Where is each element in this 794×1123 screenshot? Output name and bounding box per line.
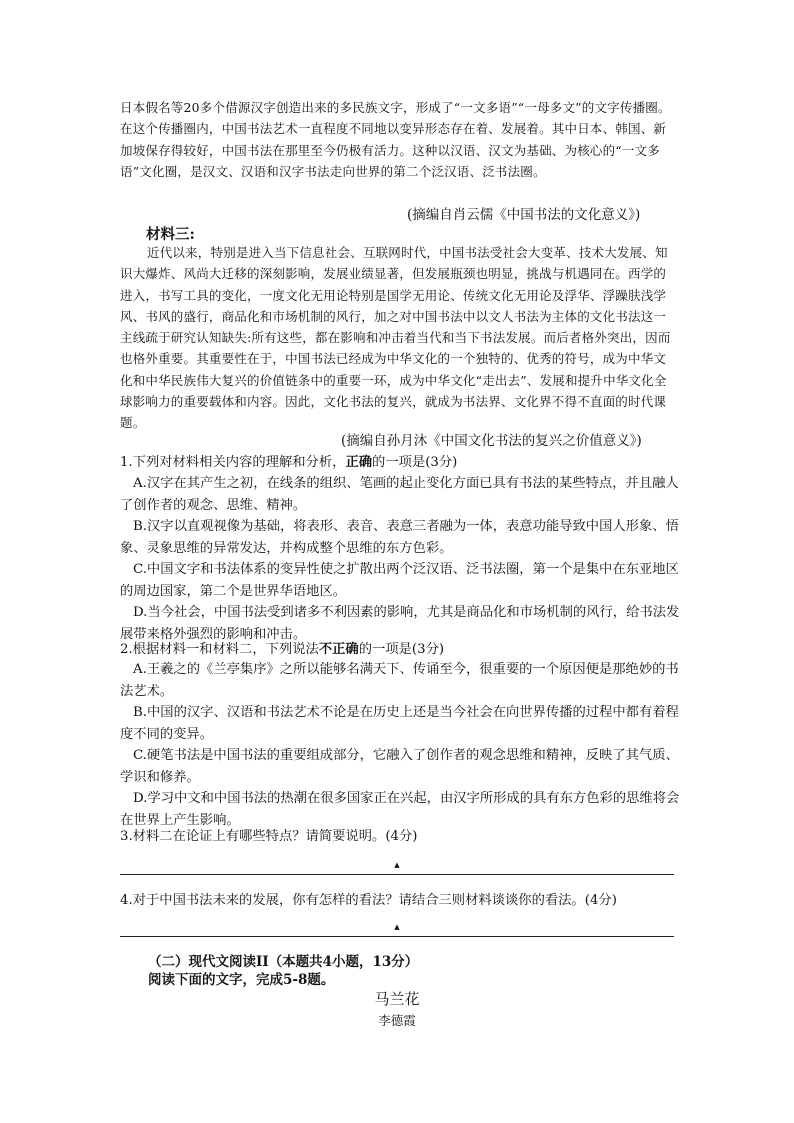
- section2-heading: （二）现代文阅读II（本题共4小题，13分）: [148, 954, 419, 970]
- answer-line-q4: [120, 936, 674, 937]
- material3-source: (摘编自孙月沐《中国文化书法的复兴之价值意义》): [341, 433, 642, 449]
- q2-option-d: D.学习中文和中国书法的热潮在很多国家正在兴起，由汉字所形成的具有东方色彩的思维将会在世界上产生影响。: [120, 791, 680, 828]
- answer-marker-q3: ▲: [394, 861, 400, 869]
- q1-option-b: B.汉字以直观视像为基础，将表形、表音、表意三者融为一体，表意功能导致中国人形象、悟象、灵象思维的异常发达，并构成整个思维的东方色彩。: [120, 519, 679, 556]
- question-4: 4.对于中国书法未来的发展，你有怎样的看法？请结合三则材料谈谈你的看法。(4分): [120, 893, 617, 908]
- story-author: 李德霞: [378, 1013, 416, 1028]
- question-3: 3.材料二在论证上有哪些特点？请简要说明。(4分): [120, 829, 418, 844]
- q1-option-a: A.汉字在其产生之初，在线条的组织、笔画的起止变化方面已具有书法的某些特点，并且融人了创作者的观念、思维、精神。: [120, 476, 679, 513]
- question-1-options: [120, 473, 680, 645]
- material3-heading: 材料三:: [146, 226, 195, 243]
- q2-option-a: A.王羲之的《兰亭集序》之所以能够名满天下、传诵至今，很重要的一个原因便是那绝妙的书法艺术。: [120, 662, 679, 699]
- q1-option-d: D.当今社会，中国书法受到诸多不利因素的影响，尤其是商品化和市场机制的风行，给书法发展带来格外强烈的影响和冲击。: [120, 605, 680, 642]
- section2-instruction: 阅读下面的文字，完成5-8题。: [148, 972, 335, 988]
- material3-paragraph: 近代以来，特别是进入当下信息社会、互联网时代，中国书法受社会大变革、技术大发展、知识大爆炸、风尚大迁移的深刻影响，发展业绩显著，但发展瓶颈也明显，挑战与机遇同在。西学的进入，书写工具的变化，一度文化无用论特别是国学无用论、传统文化无用论及浮华、浮躁肤浅学风、书风的盛行，商品化和市场机制的风行，加之对中国书法中以文人书法为主体的文化书法这一主线疏于研究认知缺失:所有这些，都在影响和冲击着当代和当下书法发展。而后者格外突出，因而也格外重要。其重要性在于，中国书法已经成为中华文化的一个独特的、优秀的符号，成为中华文化和中华民族伟大复兴的价值链条中的重要一环，成为中华文化“走出去”、发展和提升中华文化全球影响力的重要载体和内容。因此，文化书法的复兴，就成为书法界、文化界不得不直面的时代课题。: [120, 245, 671, 431]
- question-2-options: [120, 659, 680, 831]
- material2-tail-paragraph: 日本假名等20多个借源汉字创造出来的多民族文字，形成了“一文多语”“一母多文”的文字传播圈。在这个传播圈内，中国书法艺术一直程度不同地以变异形态存在着、发展着。其中日本、韩国、新加坡保存得较好，中国书法在那里至今仍极有活力。这种以汉语、汉文为基础、为核心的“一文多语”文化圈，是汉文、汉语和汉字书法走向世界的第二个泛汉语、泛书法圈。: [120, 100, 671, 179]
- material2-source: (摘编自肖云儒《中国书法的文化意义》): [407, 207, 641, 223]
- q2-option-c: C.硬笔书法是中国书法的重要组成部分，它融入了创作者的观念思维和精神，反映了其气质、学识和修养。: [120, 748, 679, 785]
- question-2-stem: 2.根据材料一和材料二，下列说法不正确的一项是(3分): [120, 642, 445, 657]
- emphasis-correct: 正确: [345, 455, 373, 470]
- answer-marker-q4: ▲: [394, 923, 400, 931]
- question-1-stem: 1.下列对材料相关内容的理解和分析，正确的一项是(3分): [120, 455, 458, 470]
- story-title: 马兰花: [374, 990, 420, 1008]
- q1-option-c: C.中国文字和书法体系的变异性使之扩散出两个泛汉语、泛书法圈，第一个是集中在东亚地区的周边国家，第二个是世界华语地区。: [120, 562, 679, 599]
- answer-line-q3: [120, 874, 674, 875]
- emphasis-incorrect: 不正确: [318, 642, 359, 657]
- q2-option-b: B.中国的汉字、汉语和书法艺术不论是在历史上还是当今社会在向世界传播的过程中都有着程度不同的变异。: [120, 705, 679, 742]
